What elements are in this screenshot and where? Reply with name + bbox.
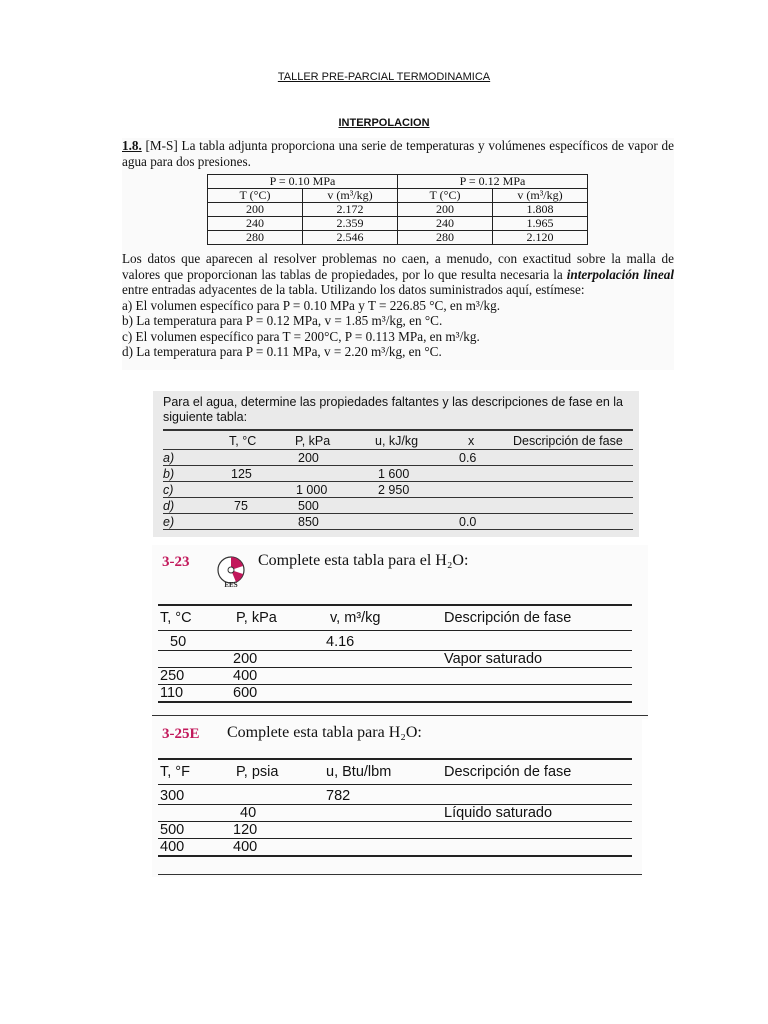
- column-header: Descripción de fase: [444, 610, 572, 626]
- table-cell: 500: [298, 499, 319, 513]
- table-row: [163, 450, 633, 466]
- problem-1-8-statement: [122, 138, 674, 169]
- table-row: [158, 839, 632, 857]
- row-label: c): [163, 483, 174, 497]
- column-header: P, kPa: [295, 434, 331, 448]
- table-cell: 850: [298, 515, 319, 529]
- table-row: [208, 203, 588, 217]
- column-header: P, psia: [236, 764, 279, 780]
- table-cell: 125: [231, 467, 252, 481]
- ees-label: EES: [224, 581, 238, 589]
- problem-3-23: [152, 545, 648, 719]
- question-item: d) La temperatura para P = 0.11 MPa, v = 2.20 m³/kg, en °C.: [122, 344, 442, 359]
- column-header: T, °C: [160, 610, 192, 626]
- table-cell: 240: [208, 217, 303, 231]
- table-row: [158, 805, 632, 822]
- problem-intro: Para el agua, determine las propiedades faltantes y las descripciones de fase en la siguiente tabla:: [163, 395, 624, 424]
- table-row: [163, 482, 633, 498]
- ees-cd-icon: [214, 555, 248, 589]
- table-cell: 75: [234, 499, 248, 513]
- table-row: [158, 634, 632, 651]
- table-cell: 2 950: [378, 483, 410, 497]
- table-row: [158, 788, 632, 805]
- column-header: v (m³/kg): [493, 189, 588, 203]
- table-cell: 40: [240, 805, 257, 821]
- table-cell: 400: [233, 668, 258, 684]
- table-cell: 1 600: [378, 467, 410, 481]
- problem-title: Complete esta tabla para el H₂O:: [258, 552, 469, 569]
- table-cell: 250: [160, 668, 185, 684]
- table-cell: 200: [298, 451, 319, 465]
- problem-number: 3-23: [162, 554, 190, 570]
- table-cell: 400: [160, 839, 185, 855]
- table-cell: 2.120: [493, 231, 588, 245]
- table-header-row: [158, 604, 632, 631]
- table-cell: Líquido saturado: [444, 805, 553, 821]
- column-header: u, Btu/lbm: [326, 764, 392, 780]
- question-item: c) El volumen específico para T = 200°C, P = 0.113 MPa, en m³/kg.: [122, 328, 480, 344]
- section-heading: INTERPOLACION: [338, 117, 430, 129]
- problem-number: 3-25E: [162, 726, 200, 742]
- statement-text: [M-S] La tabla adjunta proporciona una serie de temperaturas y volúmenes específicos de vapor de agua para dos presiones.: [122, 138, 674, 169]
- column-header: P, kPa: [236, 610, 277, 626]
- column-header: T (°C): [398, 189, 493, 203]
- table-cell: 1.965: [493, 217, 588, 231]
- table-header-row: [163, 429, 633, 450]
- table-row: [208, 217, 588, 231]
- section-divider: [152, 715, 648, 716]
- table-cell: 110: [160, 685, 184, 701]
- column-header: v, m³/kg: [330, 610, 381, 626]
- table-row: [158, 685, 632, 703]
- table-cell: 0.6: [459, 451, 477, 465]
- interpolation-table: [207, 174, 588, 245]
- column-header: T (°C): [208, 189, 303, 203]
- row-label: d): [163, 499, 175, 513]
- question-list: [122, 298, 674, 360]
- paragraph-text: entre entradas adyacentes de la tabla. Utilizando los datos suministrados aquí, estímese:: [122, 282, 585, 297]
- interpolation-paragraph: [122, 251, 674, 298]
- table-cell: 782: [326, 788, 351, 804]
- question-item: a) El volumen específico para P = 0.10 MPa y T = 226.85 °C, en m³/kg.: [122, 297, 501, 313]
- group-header: P = 0.10 MPa: [208, 175, 398, 189]
- column-header: u, kJ/kg: [375, 434, 419, 448]
- table-row: [163, 498, 633, 514]
- group-header: P = 0.12 MPa: [398, 175, 588, 189]
- table-cell: 200: [398, 203, 493, 217]
- table-cell: 200: [208, 203, 303, 217]
- problem-fases: [153, 391, 639, 537]
- row-label: b): [163, 467, 175, 481]
- column-header: v (m³/kg): [303, 189, 398, 203]
- table-group-header-row: [208, 175, 588, 189]
- table-cell: 400: [233, 839, 258, 855]
- table-row: [163, 514, 633, 530]
- phase-table: [163, 429, 633, 530]
- table-cell: 280: [398, 231, 493, 245]
- table-header-row: [208, 189, 588, 203]
- table-cell: 300: [160, 788, 185, 804]
- table-cell: 500: [160, 822, 185, 838]
- table-cell: 1.808: [493, 203, 588, 217]
- row-label: e): [163, 515, 175, 529]
- problem-3-23-table: [158, 604, 632, 703]
- column-header: Descripción de fase: [444, 764, 572, 780]
- table-cell: Vapor saturado: [444, 651, 543, 667]
- table-header-row: [158, 758, 632, 785]
- table-cell: 2.359: [303, 217, 398, 231]
- problem-1-8: [122, 138, 674, 370]
- column-header: Descripción de fase: [513, 434, 623, 448]
- section-divider: [158, 874, 642, 875]
- table-row: [158, 822, 632, 839]
- problem-3-25e: [152, 719, 642, 877]
- problem-3-25e-table: [158, 758, 632, 857]
- table-cell: 50: [170, 634, 187, 650]
- problem-title: Complete esta tabla para H₂O:: [227, 724, 422, 741]
- column-header: x: [468, 434, 475, 448]
- table-cell: 120: [233, 822, 258, 838]
- table-row: [208, 231, 588, 245]
- column-header: T, °C: [229, 434, 257, 448]
- table-cell: 0.0: [459, 515, 477, 529]
- row-label: a): [163, 451, 175, 465]
- table-row: [158, 651, 632, 668]
- table-cell: 1 000: [296, 483, 328, 497]
- table-cell: 200: [233, 651, 258, 667]
- table-cell: 240: [398, 217, 493, 231]
- table-row: [163, 466, 633, 482]
- table-cell: 600: [233, 685, 258, 701]
- page-title: TALLER PRE-PARCIAL TERMODINAMICA: [277, 71, 491, 83]
- paragraph-text: Los datos que aparecen al resolver problemas no caen, a menudo, con exactitud sobre la malla de valores que proporcionan las tablas de propiedades, por lo que resulta necesaria la: [122, 251, 674, 282]
- question-item: b) La temperatura para P = 0.12 MPa, v = 1.85 m³/kg, en °C.: [122, 313, 443, 328]
- table-cell: 280: [208, 231, 303, 245]
- column-header: T, °F: [160, 764, 190, 780]
- emphasis-text: interpolación lineal: [566, 266, 674, 282]
- problem-number: 1.8.: [122, 138, 142, 153]
- table-row: [158, 668, 632, 685]
- table-cell: 2.172: [303, 203, 398, 217]
- table-cell: 2.546: [303, 231, 398, 245]
- table-cell: 4.16: [326, 634, 355, 650]
